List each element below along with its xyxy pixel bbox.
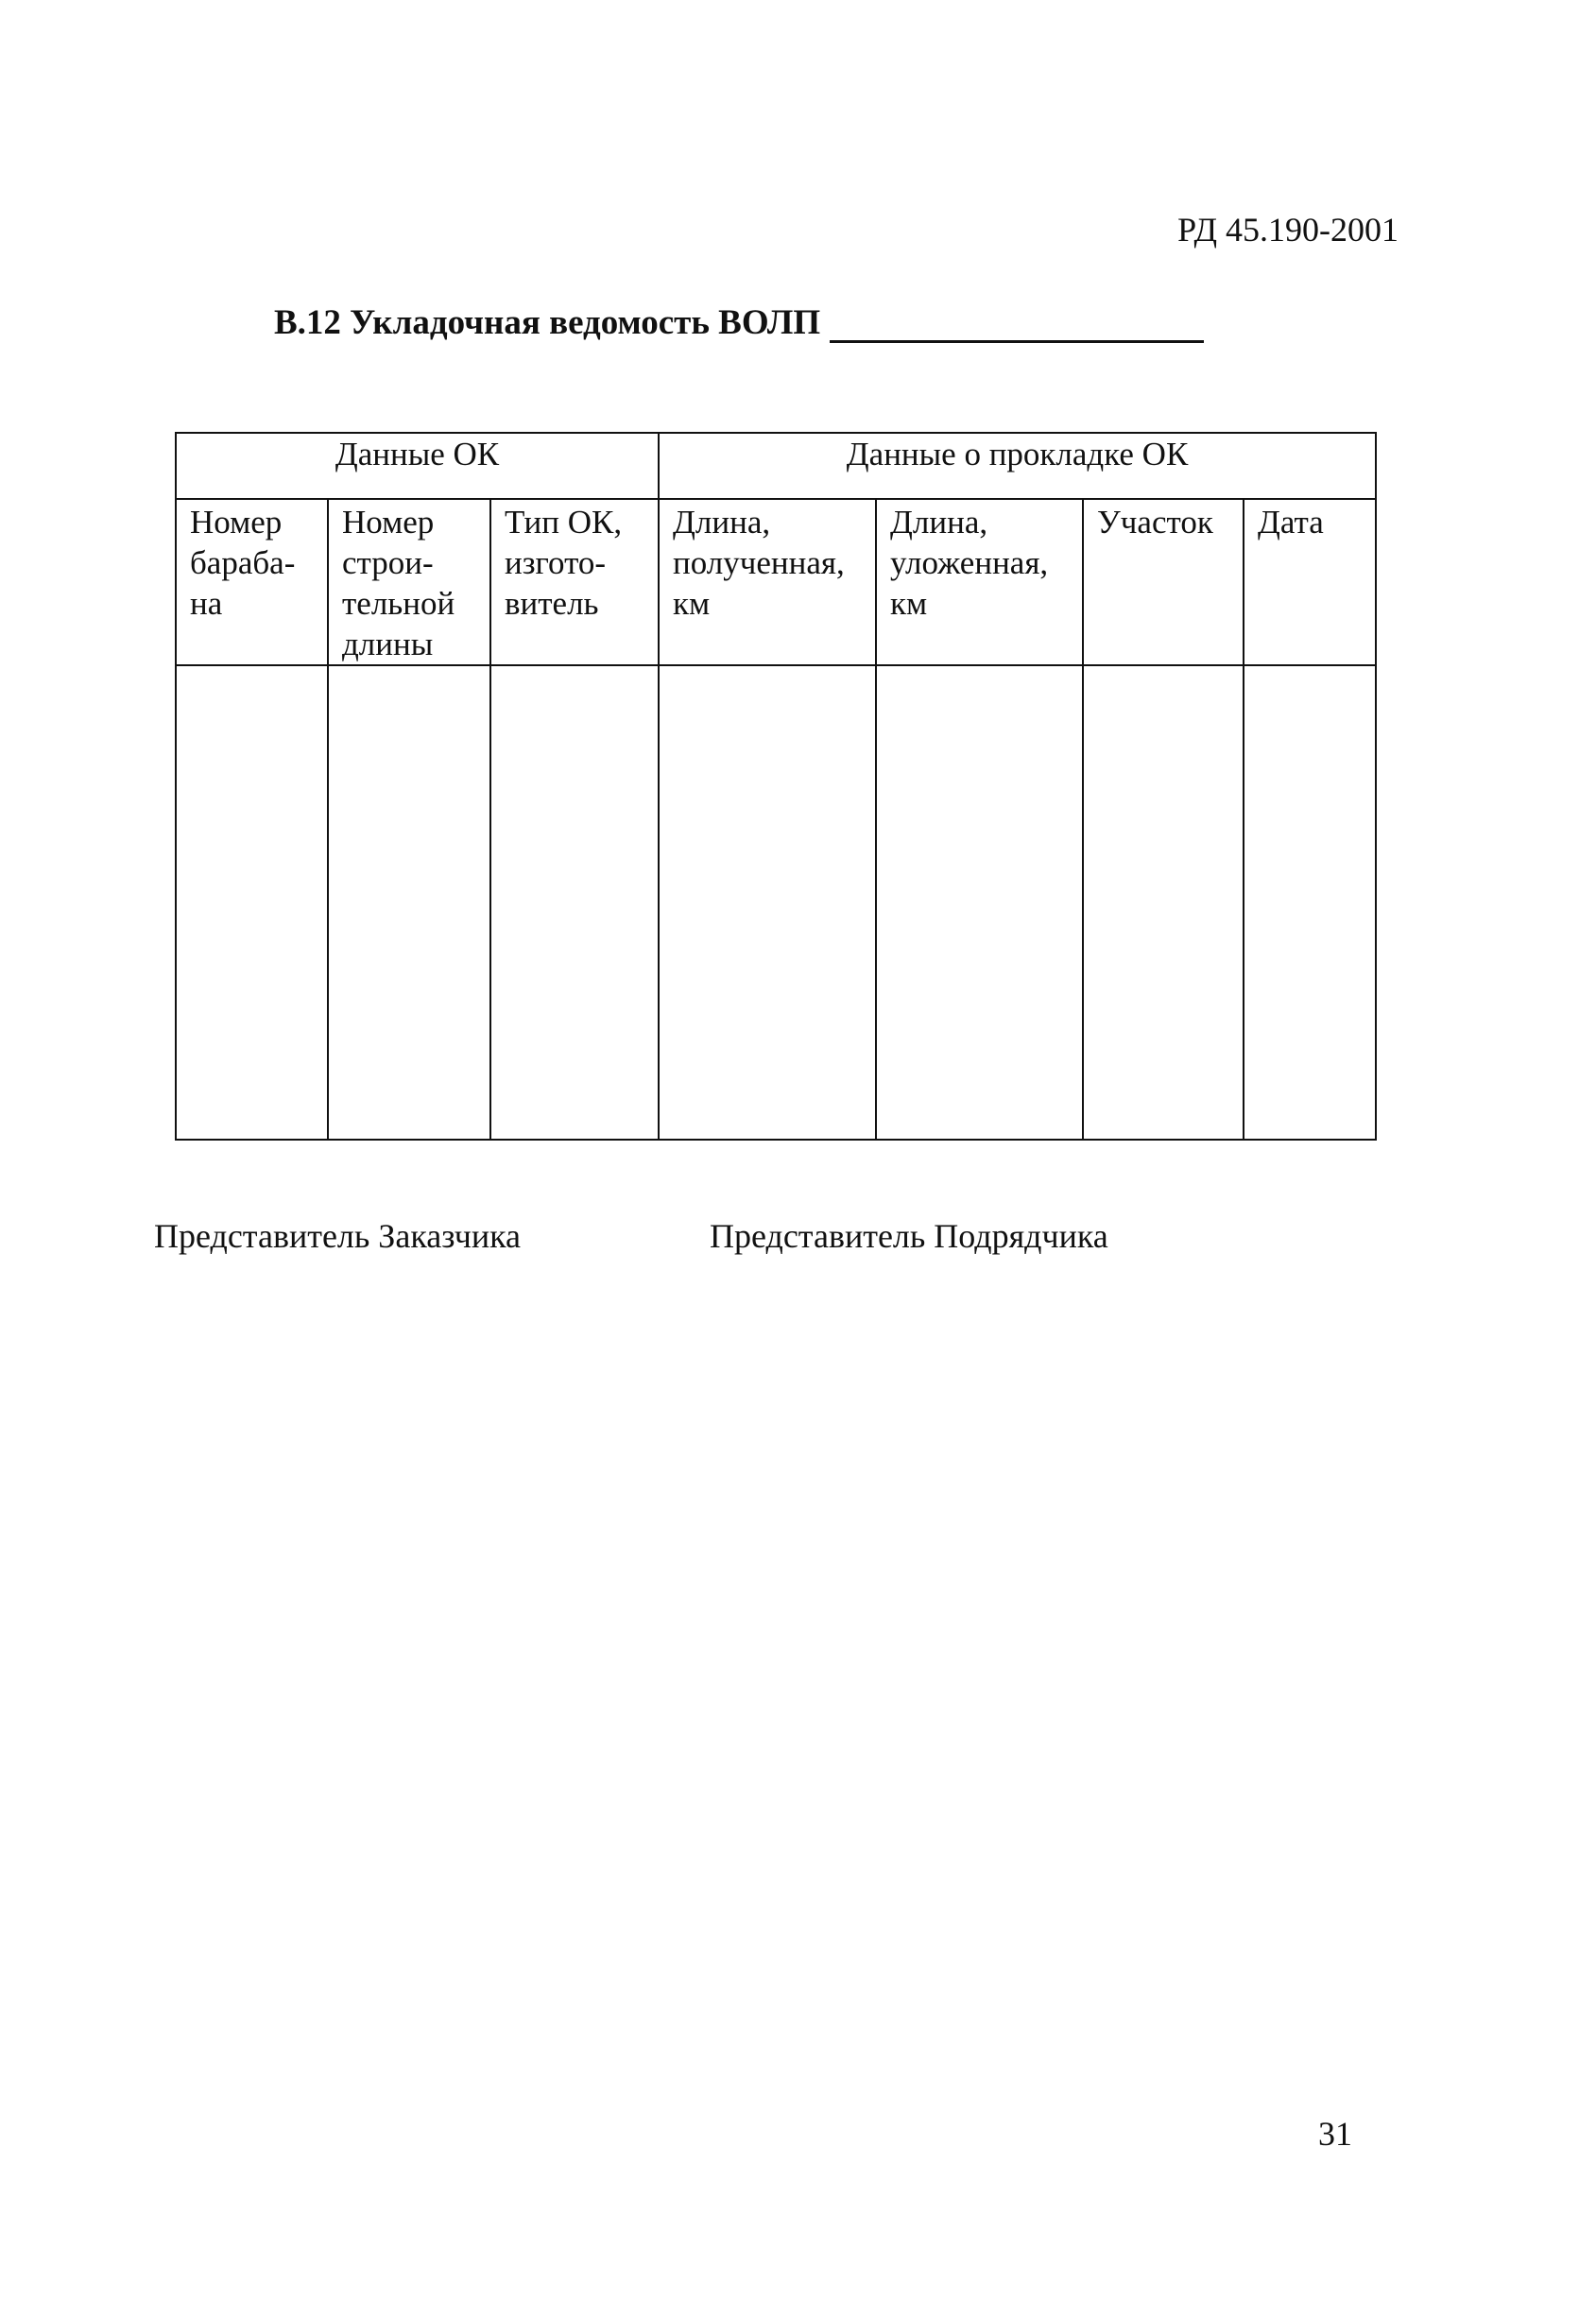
column-header-construction-length-number xyxy=(328,499,490,665)
group-header-laying-data: Данные о прокладке ОК xyxy=(659,433,1376,499)
customer-representative-label: Представитель Заказчика xyxy=(154,1217,522,1255)
column-header-length-received xyxy=(659,499,876,665)
column-header-label: Участок xyxy=(1097,504,1213,541)
column-header-label: Дата xyxy=(1258,504,1324,541)
column-header-label: Тип ОК, изгото- витель xyxy=(505,504,623,622)
column-header-label: Длина, полученная, км xyxy=(673,504,845,622)
column-header-label: Номер строи- тельной длины xyxy=(342,504,455,662)
form-title xyxy=(274,302,1204,343)
column-header-cable-type-manufacturer xyxy=(490,499,659,665)
title-blank-line xyxy=(830,308,1204,343)
column-header-drum-number xyxy=(176,499,328,665)
column-header-section xyxy=(1083,499,1244,665)
column-header-label: Длина, уложенная, км xyxy=(890,504,1049,622)
empty-cell xyxy=(1083,665,1244,1140)
column-header-date xyxy=(1244,499,1376,665)
table-row xyxy=(176,665,1376,1140)
laying-ledger-table xyxy=(175,432,1377,1141)
group-header-cable-data: Данные ОК xyxy=(176,433,659,499)
empty-cell xyxy=(659,665,876,1140)
empty-cell xyxy=(328,665,490,1140)
column-header-label: Номер бараба- на xyxy=(190,504,296,622)
empty-cell xyxy=(176,665,328,1140)
document-code: РД 45.190-2001 xyxy=(1177,211,1399,249)
group-header-row xyxy=(176,433,1376,499)
empty-cell xyxy=(490,665,659,1140)
column-header-row xyxy=(176,499,1376,665)
form-title-text: В.12 Укладочная ведомость ВОЛП xyxy=(274,303,821,342)
empty-cell xyxy=(1244,665,1376,1140)
page-number: 31 xyxy=(1318,2115,1352,2153)
column-header-length-laid xyxy=(876,499,1083,665)
empty-cell xyxy=(876,665,1083,1140)
contractor-representative-label: Представитель Подрядчика xyxy=(710,1217,1108,1255)
